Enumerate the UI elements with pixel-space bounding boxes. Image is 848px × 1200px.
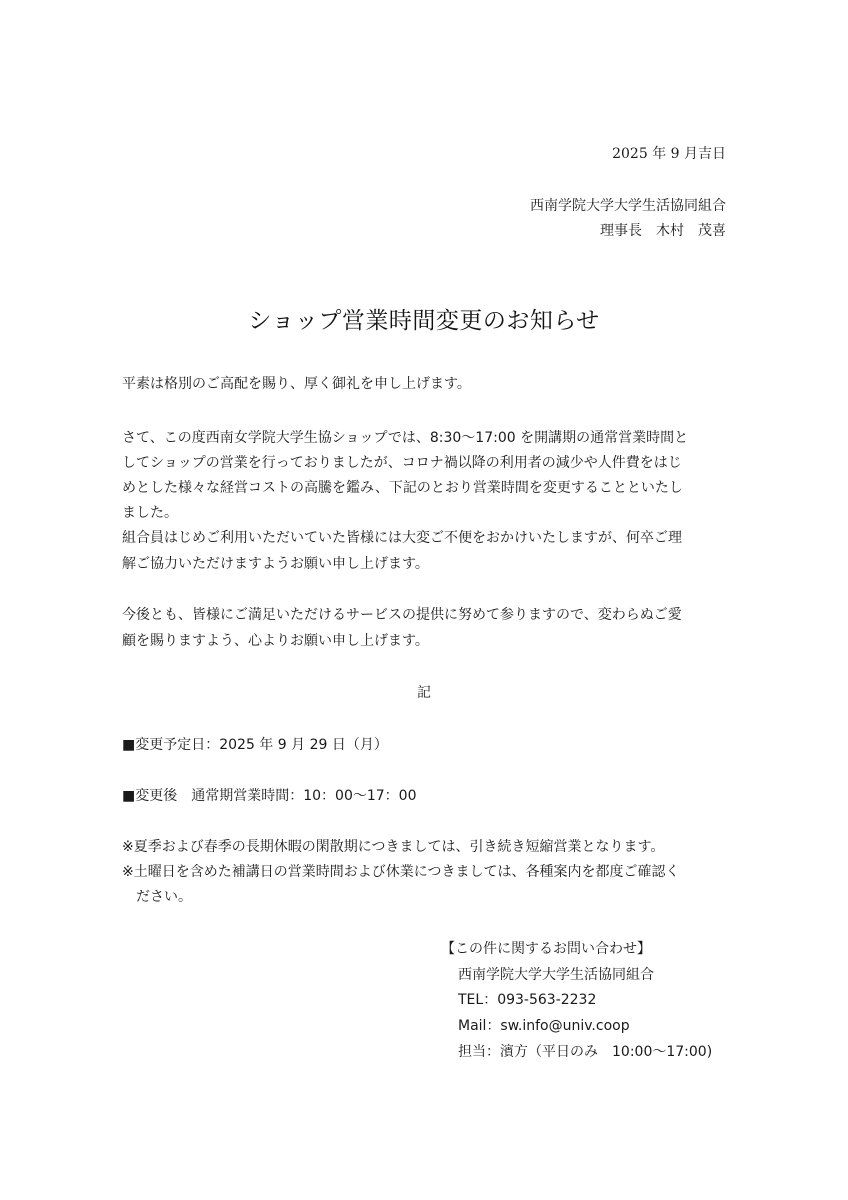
note-line: ※夏季および春季の長期休暇の閑散期につきましては、引き続き短縮営業となります。	[122, 839, 665, 855]
document-title: ショップ営業時間変更のお知らせ	[248, 308, 600, 334]
note-line: ※土曜日を含めた補講日の営業時間および休業につきましては、各種案内を都度ご確認く	[122, 864, 680, 880]
paragraph1-line: めとした様々な経営コストの高騰を鑑み、下記のとおり営業時間を変更することといたし	[122, 480, 683, 496]
after-change-item: ■変更後 通常期営業時間：10：00～17：00	[122, 788, 417, 804]
paragraph1-line: してショップの営業を行っておりましたが、コロナ禍以降の利用者の減少や人件費をはじ	[122, 455, 682, 471]
change-date-item: ■変更予定日：2025 年 9 月 29 日（月）	[122, 737, 388, 753]
paragraph1-line: ました。	[122, 505, 178, 521]
issue-date: 2025 年 9 月吉日	[612, 146, 726, 162]
contact-person: 担当：濱方（平日のみ 10:00～17:00)	[458, 1044, 713, 1060]
contact-organization: 西南学院大学大学生活協同組合	[458, 967, 654, 983]
paragraph2-line: 今後とも、皆様にご満足いただけるサービスの提供に努めて参りますので、変わらぬご愛	[122, 607, 682, 623]
contact-tel: TEL：093-563-2232	[458, 992, 597, 1008]
paragraph1-line: さて、この度西南女学院大学生協ショップでは、8:30～17:00 を開講期の通常営業時間と	[122, 430, 689, 446]
contact-heading: 【この件に関するお問い合わせ】	[441, 941, 651, 957]
signatory: 理事長 木村 茂喜	[600, 223, 726, 239]
issuing-organization: 西南学院大学大学生活協同組合	[530, 198, 726, 214]
paragraph1-line: 組合員はじめご利用いただいていた皆様には大変ご不便をおかけいたしますが、何卒ご理	[122, 530, 682, 546]
greeting-text: 平素は格別のご高配を賜り、厚く御礼を申し上げます。	[122, 376, 471, 392]
note-line: ださい。	[122, 889, 192, 905]
paragraph2-line: 顧を賜りますよう、心よりお願い申し上げます。	[122, 633, 429, 649]
contact-mail: Mail：sw.info@univ.coop	[458, 1018, 630, 1034]
record-heading: 記	[417, 685, 431, 701]
paragraph1-line: 解ご協力いただけますようお願い申し上げます。	[122, 556, 429, 572]
